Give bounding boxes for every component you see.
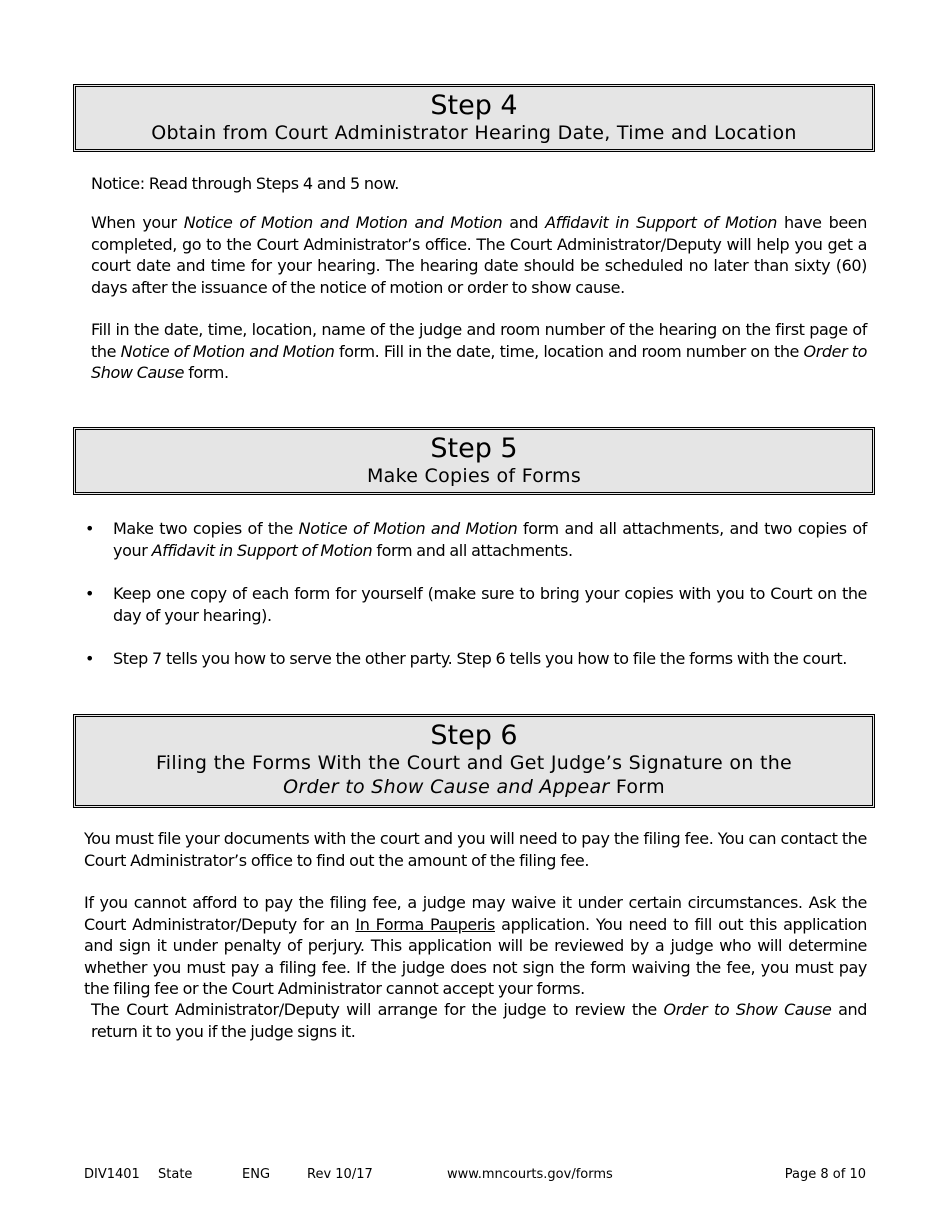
step5-title: Step 5 xyxy=(430,433,518,464)
step6-paragraph-1: You must file your documents with the court and you will need to pay the filing fee. You can contact the Court Administrator’s office to find out the amount of the filing fee. xyxy=(84,829,867,870)
step6-subtitle-line2: Order to Show Cause and Appear Form xyxy=(283,776,665,798)
step6-subtitle-line1: Filing the Forms With the Court and Get Judge’s Signature on the xyxy=(155,752,793,774)
step4-title: Step 4 xyxy=(430,90,518,121)
step5-header xyxy=(73,427,875,495)
step4-subtitle: Obtain from Court Administrator Hearing Date, Time and Location xyxy=(151,122,797,144)
step6-paragraph-2: If you cannot afford to pay the filing fee, a judge may waive it under certain circumstances. Ask the Court Administrator/Deputy for an In Forma Pauperis application. You need to fill out this application and sign it under penalty of perjury. This application will be reviewed by a judge who will determine whether you must pay a filing fee. If the judge does not sign the form waiving the fee, you must pay the filing fee or the Court Administrator cannot accept your forms. xyxy=(84,893,867,998)
step6-title: Step 6 xyxy=(430,720,518,751)
step6-header xyxy=(73,714,875,808)
step4-paragraph-1: When your Notice of Motion and Motion and Motion and Affidavit in Support of Motion have been completed, go to the Court Administrator’s office. The Court Administrator/Deputy will help you get a court date and time for your hearing. The hearing date should be scheduled no later than sixty (60) days after the issuance of the notice of motion or order to show cause. xyxy=(91,213,867,297)
footer-revision: Rev 10/17 xyxy=(307,1167,373,1182)
footer-form-id: DIV1401 xyxy=(84,1167,140,1182)
step6-paragraph-3: The Court Administrator/Deputy will arrange for the judge to review the Order to Show Cause and return it to you if the judge signs it. xyxy=(91,1000,867,1041)
step4-paragraph-2: Fill in the date, time, location, name of the judge and room number of the hearing on the first page of the Notice of Motion and Motion form. Fill in the date, time, location and room number on the Order to Show Cause form. xyxy=(91,320,868,382)
step4-notice: Notice: Read through Steps 4 and 5 now. xyxy=(91,174,399,193)
footer-page-number: Page 8 of 10 xyxy=(784,1167,866,1182)
footer-language: ENG xyxy=(242,1167,271,1182)
bullet-icon: • xyxy=(85,519,95,538)
bullet-icon: • xyxy=(85,584,95,603)
list-item: • Step 7 tells you how to serve the other party. Step 6 tells you how to file the forms with the court. xyxy=(85,649,847,668)
list-item: • Make two copies of the Notice of Motion and Motion form and all attachments, and two copies of your Affidavit in Support of Motion form and all attachments. xyxy=(85,519,868,560)
footer-state: State xyxy=(158,1167,193,1182)
footer-url[interactable]: www.mncourts.gov/forms xyxy=(447,1167,613,1182)
step5-subtitle: Make Copies of Forms xyxy=(366,465,582,487)
step5-bullet-list xyxy=(85,518,867,692)
bullet-icon: • xyxy=(85,649,95,668)
step4-header xyxy=(73,84,875,152)
list-item: • Keep one copy of each form for yourself (make sure to bring your copies with you to Court on the day of your hearing). xyxy=(85,584,867,625)
in-forma-pauperis-link[interactable]: In Forma Pauperis xyxy=(355,914,495,934)
